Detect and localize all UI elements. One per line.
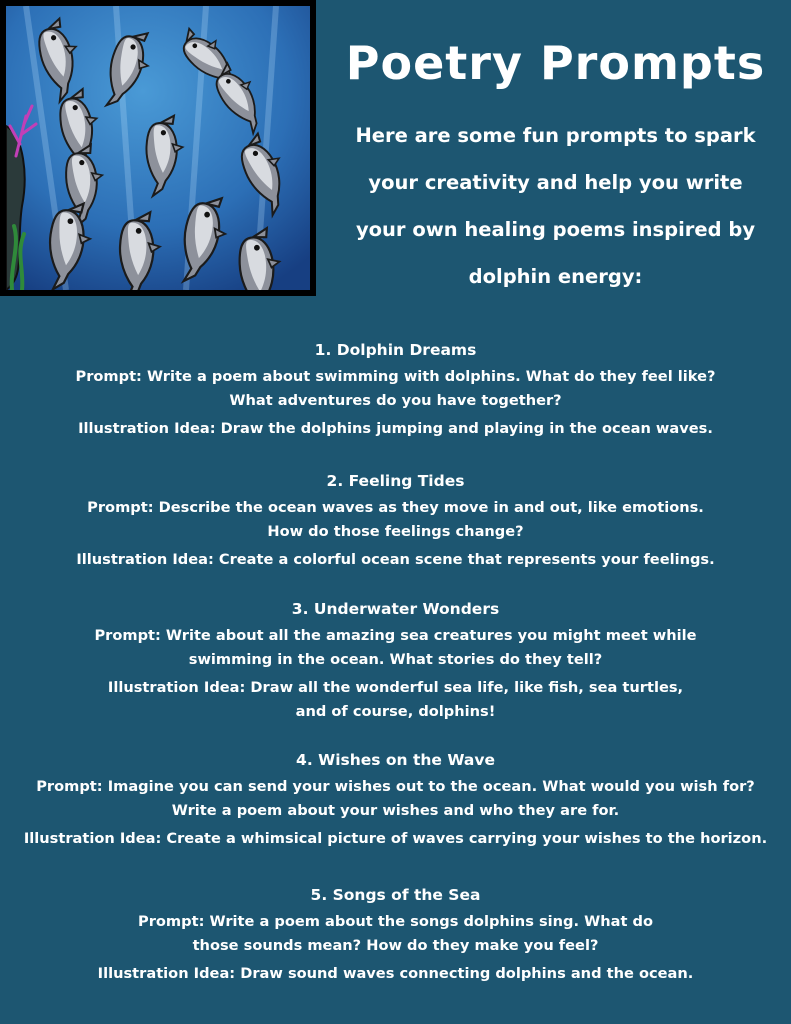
illustration-idea: Illustration Idea: Draw the dolphins jumping and playing in the ocean waves. [78,420,713,437]
prompt-text: Prompt: Write about all the amazing sea creatures you might meet while swimming in the ocean. What stories do they tell? [94,627,697,668]
prompt-text: Prompt: Write a poem about the songs dolphins sing. What do those sounds mean? How do they make you feel? [138,913,653,954]
illustration-idea: Illustration Idea: Draw all the wonderful sea life, like fish, sea turtles, and of course, dolphins! [107,679,684,720]
prompt-heading: 3. Underwater Wonders [291,600,500,618]
dolphins-illustration [0,0,316,296]
prompt-section-1 [0,337,791,441]
prompt-text: Prompt: Describe the ocean waves as they move in and out, like emotions. How do those feelings change? [87,499,704,540]
prompt-text: Prompt: Write a poem about swimming with dolphins. What do they feel like? What adventures do you have together? [75,368,716,409]
prompt-heading: 5. Songs of the Sea [310,886,481,904]
prompt-heading: 2. Feeling Tides [326,472,465,490]
dolphins-image [6,6,310,290]
illustration-idea: Illustration Idea: Draw sound waves connecting dolphins and the ocean. [97,965,694,982]
prompt-section-3 [0,596,791,724]
illustration-idea: Illustration Idea: Create a colorful ocean scene that represents your feelings. [76,551,715,568]
prompt-text: Prompt: Imagine you can send your wishes out to the ocean. What would you wish for? Write a poem about your wishes and who they are for. [36,778,755,819]
illustration-idea: Illustration Idea: Create a whimsical picture of waves carrying your wishes to the horizon. [23,830,768,847]
prompt-heading: 4. Wishes on the Wave [296,751,495,769]
prompt-section-2 [0,468,791,572]
prompt-heading: 1. Dolphin Dreams [314,341,477,359]
intro-text: Here are some fun prompts to spark your creativity and help you write your own healing poems inspired by dolphin energy: [355,124,756,288]
prompt-section-5 [0,882,791,986]
page-title: Poetry Prompts [345,36,766,90]
prompt-section-4 [0,747,791,851]
